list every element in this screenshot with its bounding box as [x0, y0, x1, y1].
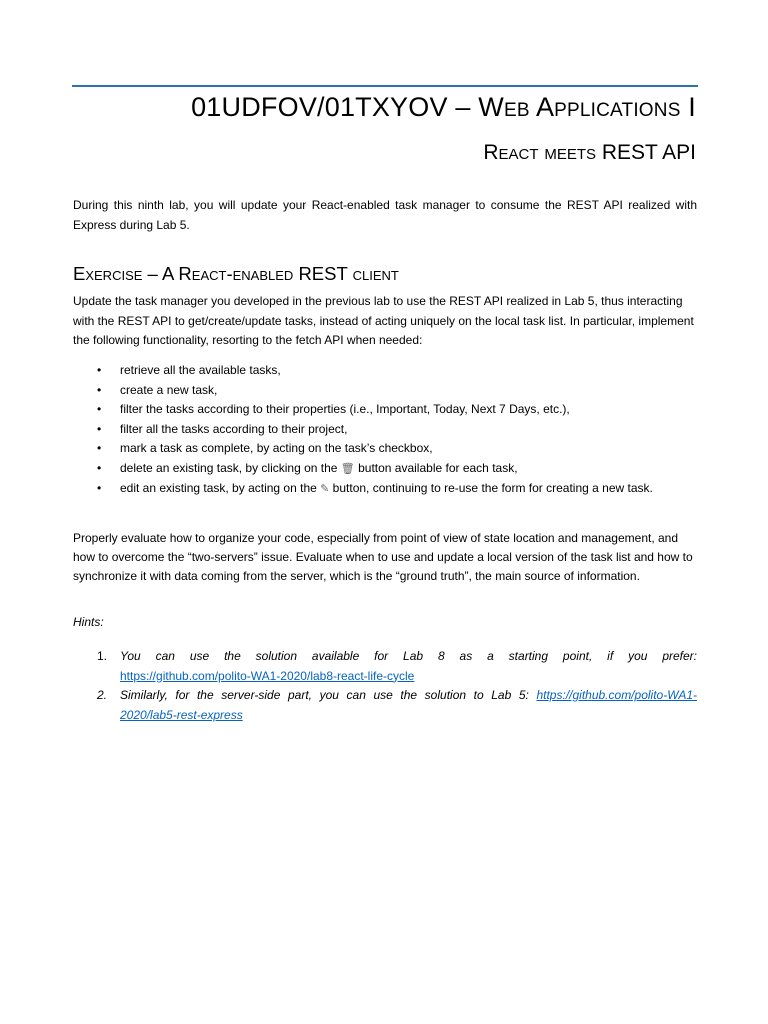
list-number: 1. — [97, 649, 108, 663]
exercise-description: Update the task manager you developed in the previous lab to use the REST API realized in Lab 5, thus interacting with the REST API to get/create/update tasks, instead of acting uniquely on the local task list. In particular, implement the following functionality, resorting to the fetch API when needed: — [73, 294, 694, 347]
functionality-list — [73, 361, 697, 500]
bullet-icon: • — [97, 363, 102, 377]
trash-icon: 🗑 — [340, 462, 355, 475]
list-item: • edit an existing task, by acting on the ✎ button, continuing to re-use the form for creating a new task. — [73, 479, 697, 500]
list-item: • mark a task as complete, by acting on the task’s checkbox, — [73, 439, 697, 459]
bullet-icon: • — [97, 382, 102, 397]
lab8-solution-link[interactable]: https://github.com/polito-WA1-2020/lab8-react-life-cycle — [120, 668, 415, 683]
pencil-icon: ✎ — [320, 483, 330, 495]
exercise-heading: Exercise – A React-enabled REST client — [73, 263, 399, 284]
bullet-icon: • — [97, 441, 102, 455]
evaluation-paragraph: Properly evaluate how to organize your code, especially from point of view of state location and management, and how to overcome the “two-servers” issue. Evaluate when to use and update a local version of the task list and how to synchronize it with data coming from the server, which is the “ground truth”, the main source of information. — [73, 531, 693, 583]
bullet-icon: • — [97, 421, 102, 436]
list-item: • filter all the tasks according to their project, — [73, 420, 697, 440]
list-item: • delete an existing task, by clicking on the 🗑 button available for each task, — [73, 459, 697, 480]
list-item — [73, 686, 697, 725]
hints-label: Hints: — [73, 615, 104, 629]
hint-text: You can use the solution available for Lab 8 as a starting point, if you prefer: — [120, 649, 697, 663]
page-subtitle: React meets REST API — [483, 141, 696, 164]
hint-text: Similarly, for the server-side part, you can use the solution to Lab 5: — [120, 688, 537, 702]
page-title: 01UDFOV/01TXYOV – Web Applications I — [191, 92, 696, 122]
list-item: • create a new task, — [73, 381, 697, 401]
bullet-icon: • — [97, 460, 102, 475]
list-item: • retrieve all the available tasks, — [73, 361, 697, 381]
bullet-icon: • — [97, 402, 102, 416]
intro-paragraph: During this ninth lab, you will update your React-enabled task manager to consume the REST API realized with Express during Lab 5. — [73, 198, 697, 232]
header-rule — [72, 85, 698, 87]
hints-list — [73, 647, 697, 725]
list-item: • filter the tasks according to their properties (i.e., Important, Today, Next 7 Days, etc.), — [73, 400, 697, 420]
list-number: 2. — [97, 688, 108, 702]
list-item — [73, 647, 697, 686]
bullet-icon: • — [97, 481, 102, 495]
lab5-solution-link[interactable]: https://github.com/polito-WA1-2020/lab5-rest-express — [120, 688, 697, 722]
